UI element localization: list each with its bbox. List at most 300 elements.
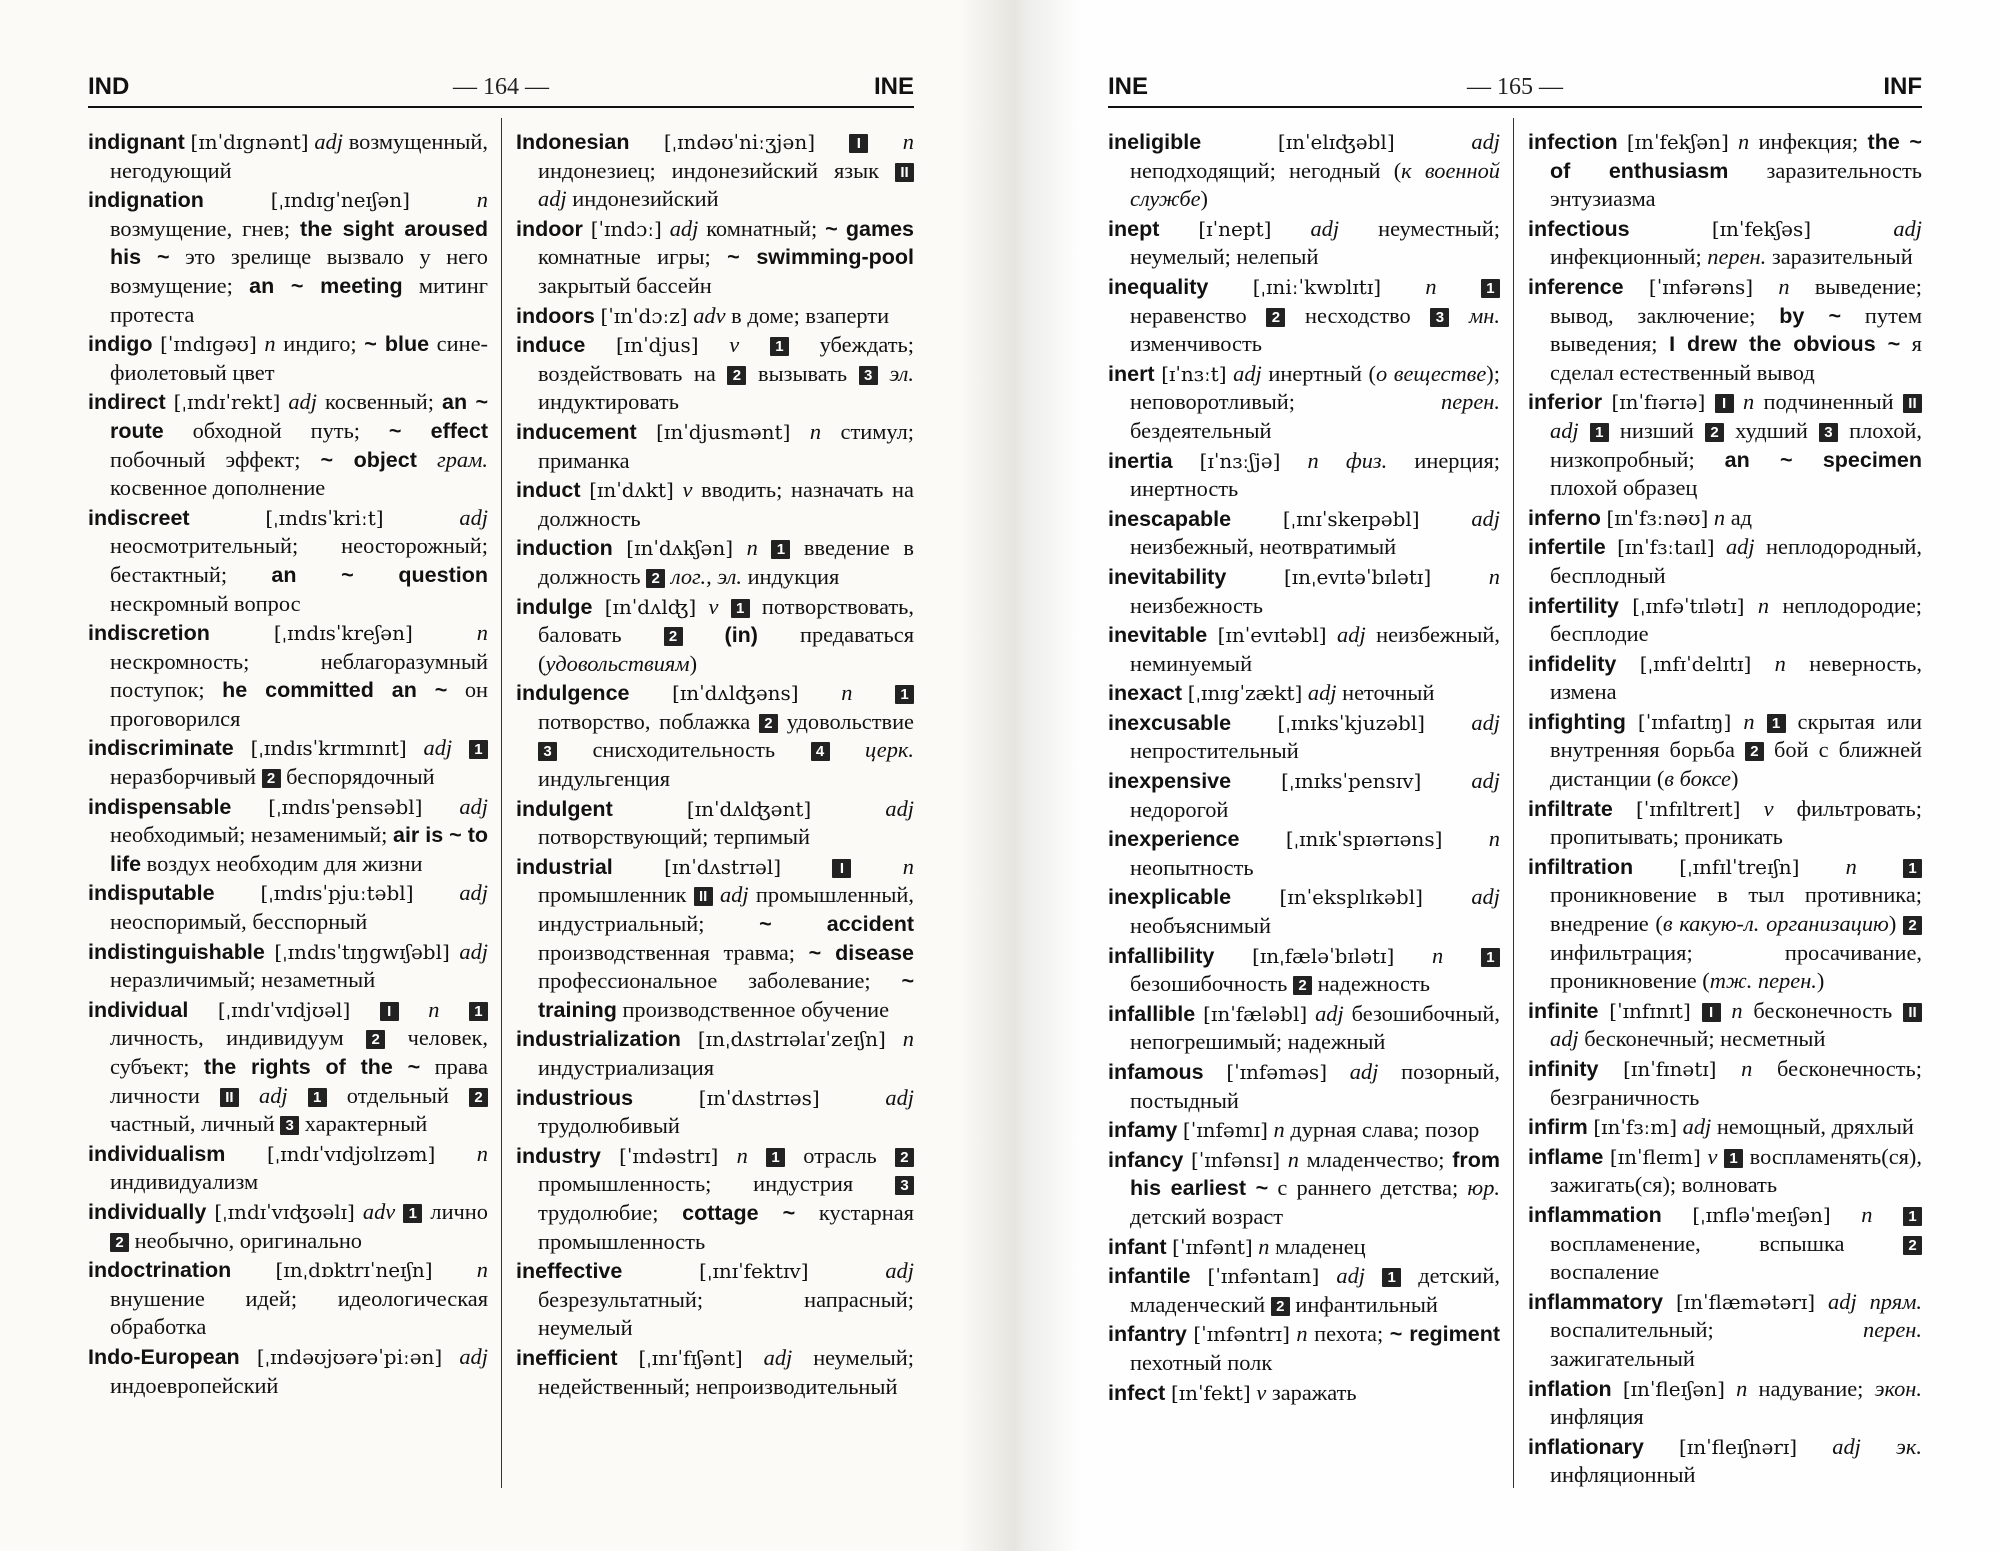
headword: industrialization: [516, 1027, 681, 1052]
definition-text: бесконечность: [1742, 997, 1903, 1023]
definition-text: в доме; взаперти: [725, 302, 890, 328]
transcription: [ˌɪnɪgˈzækt]: [1187, 681, 1303, 706]
grammar-label: n: [1258, 1233, 1270, 1259]
definition-text: младенец: [1269, 1233, 1366, 1259]
definition-text: индоевропейский: [110, 1372, 279, 1398]
definition-text: воздух необходим для жизни: [141, 850, 423, 876]
sense-number-badge: 2: [664, 627, 683, 646]
usage-example: from his earliest ~: [1130, 1147, 1500, 1201]
transcription: [ˈɪnfərəns]: [1648, 274, 1754, 299]
sense-number-badge: I: [1702, 1003, 1721, 1022]
definition-text: неопытность: [1130, 854, 1254, 880]
transcription: [ɪnˈdʌlʤənt]: [686, 796, 812, 821]
transcription: [ˈɪnfənt]: [1172, 1234, 1253, 1259]
definition-text: пехотный полк: [1130, 1349, 1273, 1375]
definition-text: скрытая или внутренняя борьба: [1550, 708, 1922, 763]
definition-text: бездеятельный: [1130, 417, 1272, 443]
guide-word-first: IND: [88, 73, 130, 100]
style-note: удовольствиям: [545, 650, 690, 676]
running-header: [88, 72, 914, 108]
sense-number-badge: 1: [1590, 423, 1609, 442]
definition-text: с раннего детства;: [1268, 1175, 1468, 1201]
definition-text: потворство, поблажка: [538, 708, 759, 734]
definition-text: [718, 594, 730, 619]
definition-text: плохой, низкопробный;: [1550, 417, 1922, 472]
dictionary-entry: [1108, 1233, 1500, 1262]
definition-text: заражать: [1266, 1379, 1357, 1405]
definition-text: отрасль: [785, 1142, 895, 1168]
transcription: [ɪnˈfleɪm]: [1609, 1144, 1701, 1169]
dictionary-entry: [1528, 1433, 1922, 1490]
transcription: [ɪˈnɜːʃjə]: [1199, 448, 1281, 473]
dictionary-entry: [516, 1025, 914, 1082]
definition-text: необходимый; незаменимый;: [110, 822, 393, 848]
definition-text: [748, 1143, 766, 1168]
definition-text: непростительный: [1130, 738, 1299, 764]
transcription: [ˈɪnfəntaɪn]: [1207, 1264, 1320, 1289]
sense-number-badge: 2: [1745, 742, 1764, 761]
usage-example: an ~ specimen: [1724, 447, 1922, 472]
definition-text: инфантильный: [1289, 1291, 1438, 1317]
definition-text: предаваться (: [538, 622, 914, 676]
headword: inexcusable: [1108, 710, 1232, 735]
dictionary-entry: [1108, 621, 1500, 678]
transcription: [ɪnˈfekʃəs]: [1711, 216, 1812, 241]
grammar-label: n: [1778, 273, 1790, 299]
sense-number-badge: 2: [366, 1030, 385, 1049]
transcription: [ɪnˈdʌkʃən]: [626, 536, 734, 561]
definition-text: стимул; приманка: [538, 418, 914, 473]
grammar-label: adj: [288, 389, 317, 415]
dictionary-entry: [516, 795, 914, 852]
grammar-label: adj: [885, 1084, 914, 1110]
dictionary-entry: [1528, 1055, 1922, 1112]
headword: inflammatory: [1528, 1289, 1664, 1314]
usage-example: ~ regiment: [1389, 1322, 1500, 1347]
headword: indiscriminate: [88, 736, 234, 761]
sense-number-badge: 3: [859, 366, 878, 385]
transcription: [ɪnˈfɜːm]: [1593, 1115, 1678, 1140]
dictionary-entry: [88, 504, 488, 618]
grammar-label: v: [708, 593, 719, 619]
headword: inequality: [1108, 274, 1209, 299]
usage-example: an ~ question: [271, 562, 488, 587]
definition-text: [1755, 709, 1767, 734]
definition-text: неизбежность: [1130, 592, 1263, 618]
dictionary-entry: [516, 534, 914, 591]
sense-number-badge: 3: [538, 742, 557, 761]
usage-example: ~ swimming-pool: [727, 245, 914, 270]
style-note: перен.: [1707, 244, 1767, 270]
headword: indistinguishable: [88, 939, 265, 964]
definition-text: неравенство: [1130, 302, 1267, 328]
headword: individual: [88, 997, 189, 1022]
transcription: [ɪnˈdjusmənt]: [656, 419, 791, 444]
definition-text: беспорядочный: [280, 764, 435, 790]
dictionary-entry: [1528, 592, 1922, 649]
sense-number-badge: 1: [1382, 1268, 1401, 1287]
grammar-label: adj: [1471, 768, 1500, 794]
definition-text: побочный эффект;: [110, 446, 321, 472]
transcription: [ˌɪnfɪˈdelɪtɪ]: [1639, 651, 1752, 676]
dictionary-entry: [516, 679, 914, 793]
headword: indignation: [88, 188, 204, 213]
column-divider: [501, 118, 502, 1488]
definition-text: введение в должность: [538, 535, 914, 589]
usage-example: the ~ of enthusiasm: [1550, 130, 1922, 183]
dictionary-entry: [1528, 1288, 1922, 1374]
dictionary-column: [1528, 128, 1922, 1528]
definition-text: воспаление: [1550, 1259, 1660, 1285]
transcription: [ɪnˈelɪʤəbl]: [1277, 130, 1395, 154]
transcription: [ɪnˈdʌlʤəns]: [672, 681, 799, 706]
headword: inevitability: [1108, 564, 1227, 589]
definition-text: профессиональное заболевание;: [538, 968, 902, 994]
definition-text: заразительный: [1766, 244, 1913, 270]
sense-number-badge: II: [1903, 394, 1922, 413]
definition-text: неподходящий; негодный (: [1130, 157, 1402, 183]
definition-text: недорогой: [1130, 796, 1229, 822]
grammar-label: adj: [1550, 1026, 1579, 1052]
dictionary-entry: [88, 1198, 488, 1255]
grammar-label: n: [1488, 563, 1500, 589]
dictionary-entry: [516, 215, 914, 301]
dictionary-entry: [1108, 1000, 1500, 1057]
definition-text: [1734, 389, 1743, 414]
definition-text: неосмотрительный; неосторожный; бестактный;: [110, 533, 488, 587]
headword: infiltration: [1528, 854, 1634, 879]
grammar-label: adj: [538, 186, 567, 212]
sense-number-badge: 3: [895, 1176, 914, 1195]
headword: ineligible: [1108, 130, 1202, 154]
definition-text: безрезультатный; напрасный; неумелый: [538, 1286, 914, 1341]
definition-text: индиго;: [275, 331, 365, 357]
usage-example: by ~: [1779, 303, 1842, 328]
transcription: [ˈɪnfəmɪ]: [1182, 1118, 1268, 1143]
transcription: [ˌɪndɪsˈkriːt]: [265, 505, 384, 530]
usage-example: the rights of the ~: [203, 1055, 421, 1079]
transcription: [ˌɪndɪsˈkrɪmɪnɪt]: [250, 736, 407, 761]
grammar-label: adj: [1550, 417, 1579, 443]
definition-text: возмущение, гнев;: [110, 215, 301, 241]
style-note: церк.: [865, 737, 914, 763]
definition-text: [852, 680, 895, 705]
grammar-label: adj: [719, 882, 749, 908]
dictionary-entry: [88, 734, 488, 791]
transcription: [ˌɪndɪsˈpensəbl]: [268, 794, 423, 819]
grammar-label: n: [476, 187, 488, 213]
grammar-label: n: [1738, 129, 1750, 154]
definition-text: инфильтрация; просачивание, проникновение (: [1550, 939, 1922, 994]
definition-text: [239, 1083, 259, 1108]
definition-text: инерция; инертность: [1130, 447, 1500, 502]
headword: infinite: [1528, 998, 1599, 1023]
grammar-label: n: [1731, 997, 1743, 1023]
sense-number-badge: 1: [1903, 859, 1922, 878]
dictionary-entry: [1108, 883, 1500, 940]
grammar-label: adj: [259, 1082, 288, 1108]
dictionary-entry: [1528, 1113, 1922, 1142]
style-note: эк.: [1896, 1433, 1922, 1459]
definition-text: инфляция: [1550, 1404, 1644, 1430]
dictionary-entry: [1108, 825, 1500, 882]
style-note: прям.: [1869, 1288, 1922, 1314]
guide-word-last: INE: [873, 73, 914, 100]
definition-text: [758, 535, 772, 560]
dictionary-entry: [1528, 128, 1922, 214]
transcription: [ɪnˈflæmətərɪ]: [1675, 1289, 1816, 1314]
definition-text: ): [1888, 911, 1903, 937]
sense-number-badge: 2: [1705, 423, 1724, 442]
definition-text: неразборчивый: [110, 764, 262, 790]
transcription: [ˈɪnfaɪtɪŋ]: [1637, 709, 1732, 734]
headword: industrial: [516, 854, 613, 879]
definition-text: пехота;: [1307, 1321, 1390, 1347]
definition-text: [713, 882, 720, 907]
grammar-label: adj: [1336, 1263, 1366, 1289]
transcription: [ˌɪnɪˈfektɪv]: [699, 1259, 809, 1284]
transcription: [ˌɪnfəˈtɪlətɪ]: [1632, 593, 1745, 618]
grammar-label: adj: [314, 129, 343, 154]
headword: Indo-European: [88, 1344, 240, 1369]
grammar-label: adv: [362, 1198, 396, 1224]
definition-text: ад: [1725, 504, 1753, 530]
sense-number-badge: 1: [1724, 1149, 1743, 1168]
dictionary-entry: [516, 331, 914, 417]
grammar-label: adj: [459, 504, 488, 530]
style-note: в какую-л. организацию: [1662, 911, 1889, 937]
grammar-label: n: [1774, 650, 1786, 676]
definition-text: [868, 129, 902, 154]
definition-text: выведение; вывод, заключение;: [1550, 273, 1922, 328]
headword: infant: [1108, 1234, 1167, 1259]
transcription: [ˌɪndɪˈrekt]: [173, 390, 281, 415]
transcription: [ɪnˈdʌlʤ]: [604, 594, 697, 619]
definition-text: [395, 1199, 403, 1224]
definition-text: индуктировать: [538, 389, 679, 415]
definition-text: воспламенять(ся), зажигать(ся); волновать: [1550, 1143, 1922, 1198]
definition-text: [452, 735, 469, 760]
definition-text: я сделал естественный вывод: [1550, 331, 1922, 385]
style-note: юр.: [1467, 1175, 1500, 1201]
definition-text: инертный (: [1261, 360, 1376, 386]
definition-text: позорный, постыдный: [1130, 1059, 1500, 1113]
definition-text: промышленный, индустриальный;: [538, 882, 914, 937]
transcription: [ɪnˈdʌstrɪəs]: [698, 1085, 820, 1110]
headword: indirect: [88, 390, 166, 415]
dictionary-entry: [1108, 215, 1500, 272]
definition-text: [1872, 1202, 1903, 1227]
dictionary-entry: [1108, 1379, 1500, 1408]
dictionary-entry: [1108, 563, 1500, 620]
headword: infamy: [1108, 1118, 1178, 1143]
dictionary-entry: [1108, 1262, 1500, 1319]
dictionary-entry: [88, 330, 488, 387]
transcription: [ɪnˈfɪərɪə]: [1611, 390, 1706, 415]
dictionary-entry: [1528, 997, 1922, 1054]
transcription: [ˈɪndɪgəʊ]: [160, 332, 257, 357]
headword: infectious: [1528, 216, 1630, 241]
headword: infantry: [1108, 1322, 1187, 1347]
transcription: [ɪˈnept]: [1198, 216, 1272, 241]
headword: ineffective: [516, 1259, 623, 1284]
definition-text: [683, 622, 725, 647]
grammar-label: adj: [1337, 622, 1366, 648]
dictionary-entry: [88, 938, 488, 995]
dictionary-entry: [516, 476, 914, 533]
transcription: [ˌɪniːˈkwɒlɪtɪ]: [1252, 274, 1382, 299]
sense-number-badge: 1: [1767, 714, 1786, 733]
transcription: [ɪnˌfæləˈbɪlətɪ]: [1252, 943, 1395, 968]
usage-example: I drew the obvious ~: [1669, 332, 1901, 357]
book-gutter: [960, 0, 1080, 1551]
dictionary-entry: [1108, 1146, 1500, 1232]
dictionary-entry: [516, 1257, 914, 1343]
transcription: [ɪˈnɜːt]: [1161, 361, 1227, 386]
grammar-label: n: [1425, 273, 1437, 299]
grammar-label: adv: [693, 302, 726, 328]
headword: inexpensive: [1108, 769, 1232, 794]
definition-text: несходство: [1285, 302, 1431, 328]
definition-text: неоспоримый, бесспорный: [110, 909, 368, 935]
dictionary-entry: [88, 1140, 488, 1197]
dictionary-entry: [1528, 650, 1922, 707]
sense-number-badge: 2: [1903, 916, 1922, 935]
definition-text: неточный: [1336, 680, 1435, 706]
definition-text: комнатные игры;: [538, 244, 728, 270]
definition-text: индонезийский: [566, 186, 719, 212]
sense-number-badge: 1: [731, 599, 750, 618]
sense-number-badge: 2: [1271, 1297, 1290, 1316]
headword: inflation: [1528, 1376, 1612, 1401]
grammar-label: adj: [885, 1258, 914, 1284]
dictionary-entry: [1108, 128, 1500, 214]
grammar-label: adj: [1349, 1059, 1379, 1084]
transcription: [ˌɪnfləˈmeɪʃən]: [1692, 1202, 1831, 1227]
sense-number-badge: 1: [1481, 948, 1500, 967]
transcription: [ɪnˈdɪgnənt]: [190, 130, 309, 154]
style-note: мн.: [1468, 302, 1500, 328]
dictionary-entry: [1528, 504, 1922, 533]
sense-number-badge: 4: [811, 742, 830, 761]
sense-number-badge: 1: [766, 1148, 785, 1167]
dictionary-entry: [1528, 1375, 1922, 1432]
sense-number-badge: I: [380, 1002, 399, 1021]
transcription: [ˌɪnfɪlˈtreɪʃn]: [1679, 854, 1800, 879]
dictionary-entry: [1108, 505, 1500, 562]
definition-text: ): [1730, 766, 1739, 792]
style-note: экон.: [1874, 1375, 1922, 1401]
grammar-label: n: [428, 996, 440, 1022]
style-note: в боксе: [1664, 766, 1731, 792]
definition-text: лично: [422, 1198, 488, 1224]
grammar-label: adj: [459, 1343, 488, 1369]
headword: inexplicable: [1108, 885, 1232, 910]
sense-number-badge: 2: [646, 569, 665, 588]
definition-text: удовольствие: [777, 708, 914, 734]
definition-text: неуместный; неумелый; нелепый: [1130, 215, 1500, 270]
headword: inducement: [516, 419, 637, 444]
dictionary-entry: [516, 853, 914, 1025]
definition-text: нескромность; неблагоразумный поступок;: [110, 648, 488, 703]
dictionary-entry: [1528, 1143, 1922, 1200]
sense-number-badge: 2: [895, 1148, 914, 1167]
sense-number-badge: 2: [110, 1233, 129, 1252]
dictionary-entry: [516, 1142, 914, 1256]
headword: industrious: [516, 1085, 634, 1110]
dictionary-column: [516, 128, 914, 1528]
sense-number-badge: II: [1903, 1003, 1922, 1022]
definition-text: вызывать: [746, 360, 859, 386]
page-number: — 164 —: [453, 74, 549, 100]
header-rule: [88, 106, 914, 108]
grammar-label: n: [1861, 1201, 1873, 1227]
headword: inert: [1108, 361, 1155, 386]
sense-number-badge: 3: [280, 1116, 299, 1135]
headword: indiscreet: [88, 505, 190, 530]
grammar-label: n: [1287, 1146, 1299, 1172]
sense-number-badge: II: [895, 163, 914, 182]
definition-text: немощный, дряхлый: [1711, 1114, 1914, 1140]
sense-number-badge: 1: [469, 740, 488, 759]
definition-text: убеждать; воздействовать на: [538, 332, 914, 386]
definition-text: [1319, 448, 1346, 473]
transcription: [ˌɪndɪsˈtɪŋgwɪʃəbl]: [274, 939, 450, 964]
headword: inevitable: [1108, 623, 1208, 648]
headword: inflammation: [1528, 1202, 1662, 1227]
definition-text: воспалительный;: [1550, 1317, 1864, 1343]
grammar-label: adj: [669, 215, 699, 241]
definition-text: комнатный;: [698, 215, 826, 241]
transcription: [ˌɪndɪˈvɪʤʊəlɪ]: [214, 1199, 355, 1224]
sense-number-badge: 1: [771, 540, 790, 559]
grammar-label: n: [1742, 389, 1755, 415]
headword: infallibility: [1108, 943, 1215, 968]
dictionary-entry: [1108, 1116, 1500, 1145]
definition-text: ): [689, 650, 698, 676]
sense-number-badge: II: [220, 1088, 239, 1107]
transcription: [ɪnˈfɜːnəʊ]: [1606, 505, 1709, 530]
transcription: [ˌɪndɪˈvɪdjʊəl]: [217, 997, 351, 1022]
dictionary-entry: [88, 1256, 488, 1342]
transcription: [ˌɪnɪksˈkjuzəbl]: [1277, 710, 1425, 735]
definition-text: кустарная промышленность: [538, 1199, 914, 1254]
grammar-label: n: [476, 1140, 488, 1166]
usage-example: ~ effect: [388, 418, 488, 443]
transcription: [ɪnˈeksplɪkəbl]: [1279, 885, 1423, 910]
definition-text: человек, субъект;: [110, 1025, 488, 1079]
grammar-label: adj: [459, 938, 488, 964]
definition-text: производственное обучение: [616, 996, 890, 1022]
sense-number-badge: 3: [1819, 423, 1838, 442]
headword: indulgence: [516, 681, 630, 706]
definition-text: [399, 997, 429, 1022]
definition-text: индульгенция: [538, 766, 671, 792]
sense-number-badge: 2: [1293, 976, 1312, 995]
grammar-label: n: [902, 1026, 914, 1052]
headword: infighting: [1528, 709, 1626, 734]
sense-number-badge: 2: [262, 769, 281, 788]
grammar-label: n: [841, 680, 853, 706]
dictionary-column: [88, 128, 488, 1528]
definition-text: [878, 361, 890, 386]
grammar-label: n: [1743, 708, 1755, 734]
definition-text: косвенный;: [316, 389, 442, 415]
headword: inferior: [1528, 390, 1603, 415]
transcription: [ˌɪndɪsˈpjuːtəbl]: [260, 881, 414, 906]
definition-text: неразличимый; незаметный: [110, 967, 376, 993]
sense-number-badge: I: [849, 134, 868, 153]
